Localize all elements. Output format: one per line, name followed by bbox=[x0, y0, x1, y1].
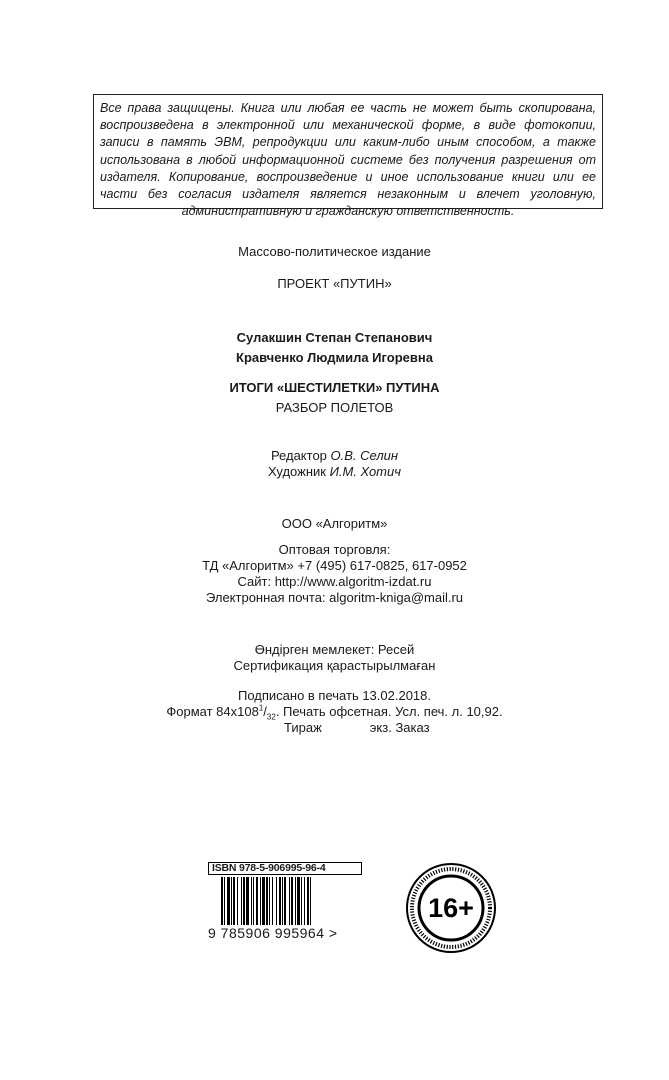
isbn-barcode bbox=[208, 862, 358, 942]
editor-credit: Редактор О.В. Селин bbox=[270, 448, 399, 463]
signed-to-print: Подписано в печать 13.02.2018. bbox=[237, 688, 431, 703]
barcode-bars bbox=[221, 877, 349, 927]
country-of-production: Өндірген мемлекет: Ресей bbox=[254, 642, 415, 657]
authors bbox=[0, 330, 669, 366]
publisher-name: ООО «Алгоритм» bbox=[281, 516, 388, 531]
author-1: Сулакшин Степан Степанович bbox=[236, 330, 433, 345]
tirazh-line: Тираж экз. Заказ bbox=[284, 720, 430, 735]
contact-email: Электронная почта: algoritm-kniga@mail.ru bbox=[205, 590, 464, 605]
certification-note: Сертификация қарастырылмаған bbox=[233, 658, 436, 673]
staff-credits bbox=[0, 448, 669, 480]
isbn-label: ISBN 978-5-906995-96-4 bbox=[208, 862, 362, 875]
contact-wholesale: Оптовая торговля: bbox=[278, 542, 391, 557]
book-title: ИТОГИ «ШЕСТИЛЕТКИ» ПУТИНА bbox=[229, 380, 440, 395]
copyright-notice-box bbox=[93, 94, 603, 219]
contacts bbox=[0, 542, 669, 606]
contact-site: Сайт: http://www.algoritm-izdat.ru bbox=[237, 574, 432, 589]
author-2: Кравченко Людмила Игоревна bbox=[236, 350, 433, 365]
artist-credit: Художник И.М. Хотич bbox=[268, 464, 401, 479]
age-rating-icon bbox=[405, 862, 497, 954]
format-line: Формат $84x108^1/_{32}$. Печать офсетная. Усл. печ. л. 10,92. bbox=[166, 703, 503, 722]
barcode-digits: 9 785906 995964 > bbox=[208, 925, 338, 941]
series-name: ПРОЕКТ «ПУТИН» bbox=[277, 276, 392, 291]
edition-type: Массово-политическое издание bbox=[238, 244, 431, 259]
print-info bbox=[0, 688, 669, 720]
age-rating-text: 16+ bbox=[428, 893, 474, 923]
contact-phone: ТД «Алгоритм» +7 (495) 617-0825, 617-0952 bbox=[202, 558, 467, 573]
kazakh-info bbox=[0, 642, 669, 674]
book-subtitle: РАЗБОР ПОЛЕТОВ bbox=[275, 400, 394, 415]
copyright-text: Все права защищены. Книга или любая ее часть не может быть скопирована, воспроизведена в электронной или механической форме, в виде фотокопии, записи в память ЭВМ, репродукции или каким-либо иным способом, а также использована в любой информационной системе без получения разрешения от издателя. Копирование, воспроизведение и иное использование книги или ее части без согласия издателя является незаконным и влечет уголовную, административную и гражданскую ответственность. bbox=[100, 101, 596, 219]
age-rating-badge bbox=[405, 862, 497, 959]
